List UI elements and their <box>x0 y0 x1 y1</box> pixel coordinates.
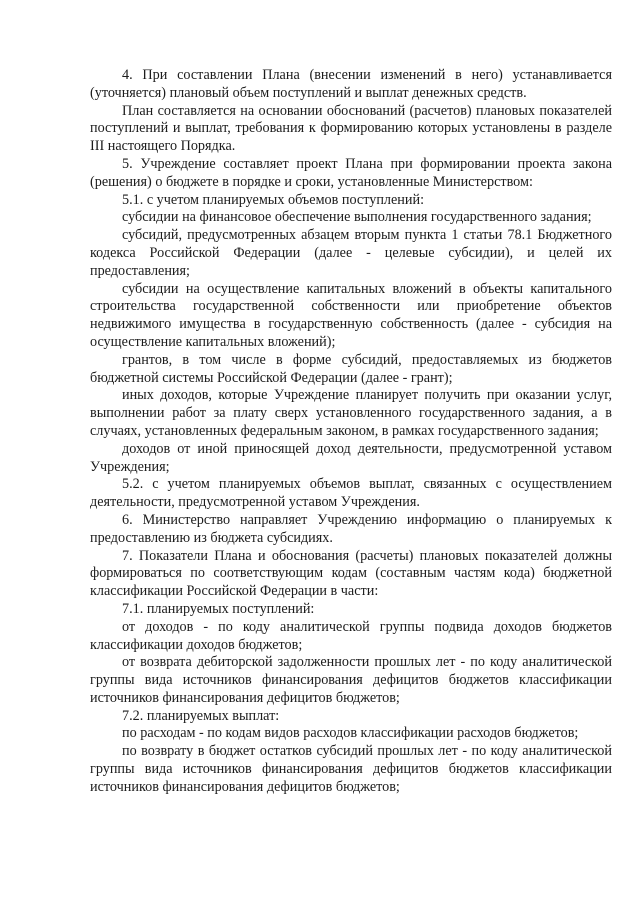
list-item-from-income: от доходов - по коду аналитической группы подвида доходов бюджетов классификации доходов бюджетов; <box>90 618 612 653</box>
list-item-expenses: по расходам - по кодам видов расходов классификации расходов бюджетов; <box>122 725 579 742</box>
list-item-capital-investments: субсидии на осуществление капитальных вложений в объекты капитального строительства государственной собственности или приобретение объектов недвижимого имущества в государственную собственность (далее - субсидия на осуществление капитальных вложений); <box>90 280 612 350</box>
list-item-subsidy-state-task: субсидии на финансовое обеспечение выполнения государственного задания; <box>122 209 592 226</box>
paragraph-4: 4. При составлении Плана (внесении изменений в него) устанавливается (уточняется) плановый объем поступлений и выплат денежных средств. <box>90 67 612 101</box>
paragraph-plan-basis: План составляется на основании обоснований (расчетов) плановых показателей поступлений и выплат, требования к формированию которых установлены в разделе III настоящего Порядка. <box>90 102 612 155</box>
paragraph-7: 7. Показатели Плана и обоснования (расчеты) плановых показателей должны формироваться по соответствующим кодам (составным частям кода) бюджетной классификации Российской Федерации в части: <box>90 547 612 600</box>
paragraph-5-1: 5.1. с учетом планируемых объемов поступлений: <box>122 191 425 208</box>
document-body <box>90 67 612 797</box>
list-item-receivables-return: от возврата дебиторской задолженности прошлых лет - по коду аналитической группы вида источников финансирования дефицитов бюджетов классификации источников финансирования дефицитов бюджетов; <box>90 654 612 706</box>
paragraph-7-1: 7.1. планируемых поступлений: <box>122 600 315 617</box>
list-item-target-subsidies: субсидий, предусмотренных абзацем вторым пункта 1 статьи 78.1 Бюджетного кодекса Российской Федерации (далее - целевые субсидии), и целей их предоставления; <box>90 227 612 279</box>
list-item-subsidy-balance-return: по возврату в бюджет остатков субсидий прошлых лет - по коду аналитической группы вида источников финансирования дефицитов бюджетов классификации источников финансирования дефицитов бюджетов; <box>90 743 612 795</box>
list-item-income-other-activity: доходов от иной приносящей доход деятельности, предусмотренной уставом Учреждения; <box>90 440 612 475</box>
paragraph-5-2: 5.2. с учетом планируемых объемов выплат, связанных с осуществлением деятельности, предусмотренной уставом Учреждения. <box>90 476 612 511</box>
paragraph-7-2: 7.2. планируемых выплат: <box>122 707 280 724</box>
list-item-grants: грантов, в том числе в форме субсидий, предоставляемых из бюджетов бюджетной системы Российской Федерации (далее - грант); <box>90 351 612 386</box>
paragraph-5: 5. Учреждение составляет проект Плана при формировании проекта закона (решения) о бюджете в порядке и сроки, установленные Министерством: <box>90 155 612 190</box>
list-item-other-income: иных доходов, которые Учреждение планирует получить при оказании услуг, выполнении работ за плату сверх установленного государственного задания, а в случаях, установленных федеральным законом, в рамках государственного задания; <box>90 387 612 439</box>
paragraph-6: 6. Министерство направляет Учреждению информацию о планируемых к предоставлению из бюджета субсидиях. <box>90 511 612 546</box>
